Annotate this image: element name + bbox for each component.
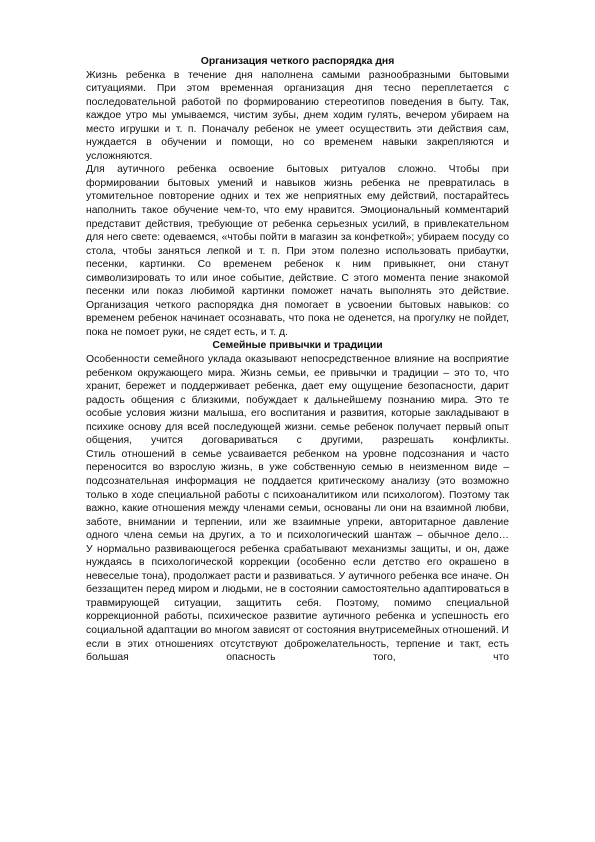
paragraph: Жизнь ребенка в течение дня наполнена самыми разнообразными бытовыми ситуациями. При этом временная организация дня тесно переплетается с последовательной работой по формированию стереотипов поведения в быту. Так, каждое утро мы умываемся, чистим зубы, днем ходим гулять, вечером убираем на место игрушки и т. п. Поначалу ребенок не умеет осуществить эти действия сам, нуждается в обучении и помощи, но со временем навыки закрепляются и усложняются. — [86, 69, 509, 162]
document-page — [86, 55, 509, 665]
section-heading-family-traditions: Семейные привычки и традиции — [212, 340, 383, 352]
paragraph: Для аутичного ребенка освоение бытовых ритуалов сложно. Чтобы при формировании бытовых умений и навыков жизнь ребенка не превратилась в утомительное повторение одних и тех же неприятных ему действий, постарайтесь наполнить такое обучение чем-то, что ему нравится. Эмоциональный комментарий представит действия, требующие от ребенка серьезных усилий, в привлекательном для него свете: одеваемся, «чтобы пойти в магазин за конфеткой»; убираем посуду со стола, чтобы заняться лепкой и т. п. При этом полезно использовать прибаутки, песенки, картинки. Со временем ребенок к ним привыкнет, они станут символизировать то или иное событие, действие. С этого момента пение знакомой песенки или показ любимой картинки поможет начать выполнять это действие. — [86, 164, 509, 298]
paragraph: Стиль отношений в семье усваивается ребенком на уровне подсознания и часто переносится во взрослую жизнь, в уже собственную семью в неизменном виде – подсознательная информация не поддается критическому анализу (это возможно только в ходе специальной работы с психоаналитиком или психологом). Поэтому так важно, какие отношения между членами семьи, основаны ли они на взаимной любви, заботе, внимании и терпении, или же взаимные упреки, авторитарное давление одного члена семьи на других, а то и психологический шантаж – обычное дело… — [86, 448, 509, 542]
paragraph: Особенности семейного уклада оказывают непосредственное влияние на восприятие ребенком окружающего мира. Жизнь семьи, ее привычки и традиции – это то, что хранит, бережет и поддерживает ребенка, дает ему ощущение безопасности, дарит радость общения с близкими, побуждает к дальнейшему познанию мира. Это те особые условия жизни малыша, его воспитания и развития, которые закладывают в психике основу для всей последующей жизни. семье ребенок получает первый опыт общения, учится договариваться с другими, разрешать конфликты. — [86, 354, 509, 447]
section-heading-daily-routine: Организация четкого распорядка дня — [200, 56, 395, 67]
paragraph: Организация четкого распорядка дня помогает в усвоении бытовых навыков: со временем ребенок начинает осознавать, что пока не оденется, на прогулку не пойдет, пока не помоет руки, не сядет есть, и т. д. — [86, 299, 509, 338]
paragraph: У нормально развивающегося ребенка срабатывают механизмы защиты, и он, даже нуждаясь в психологической коррекции (особенно если детство его окрашено в невеселые тона), продолжает расти и развиваться. У аутичного ребенка все иначе. Он беззащитен перед миром и людьми, не в состоянии самостоятельно адаптироваться в травмирующей ситуации, защитить себя. Поэтому, помимо специальной коррекционной работы, психическое развитие аутичного ребенка и успешность его социальной адаптации во многом зависят от состояния внутрисемейных отношений. И если в этих отношениях отсутствуют доброжелательность, терпение и такт, есть большая опасность того, что — [86, 543, 509, 664]
